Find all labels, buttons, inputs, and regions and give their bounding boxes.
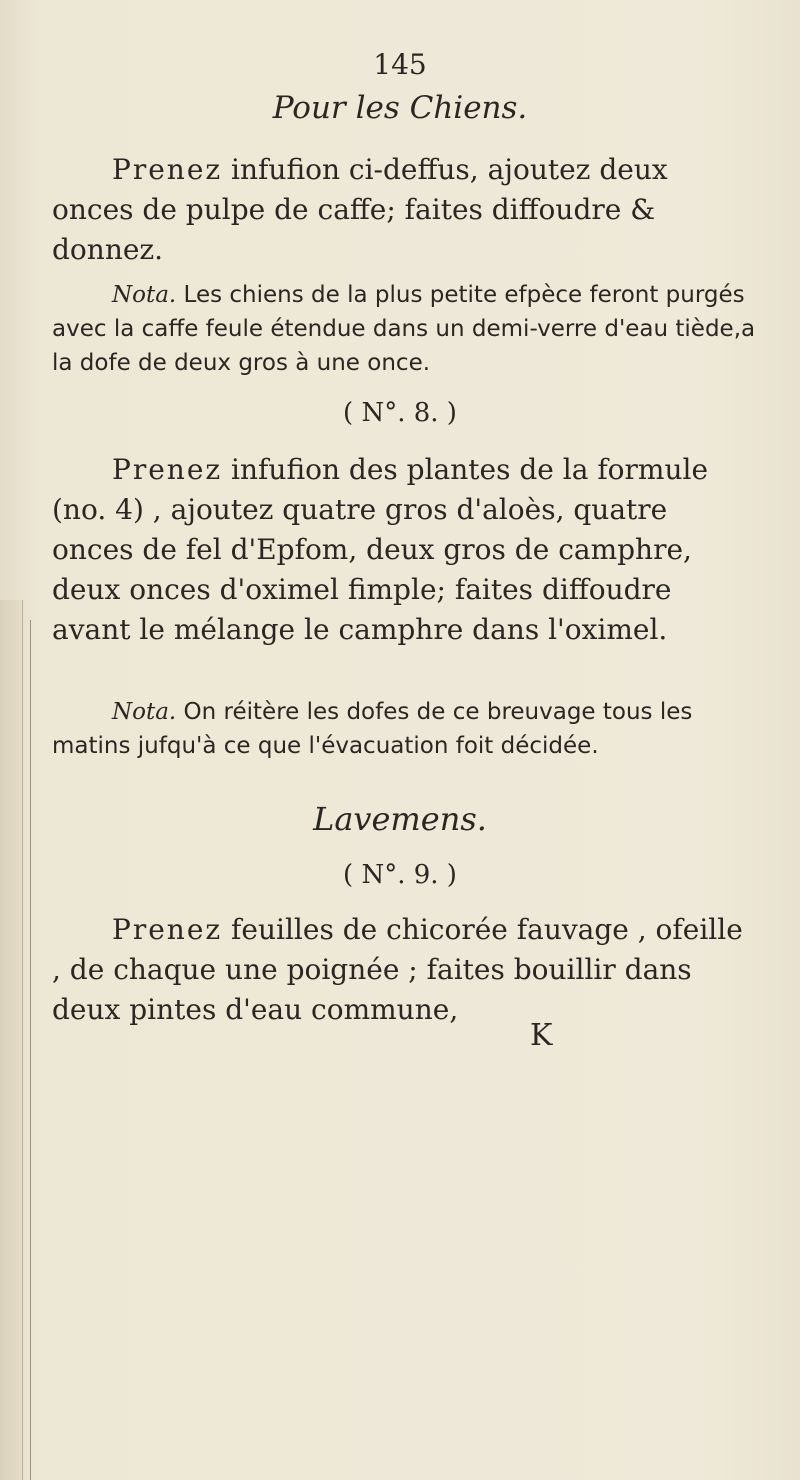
- signature-mark: K: [530, 1018, 553, 1053]
- running-title: Pour les Chiens.: [272, 90, 528, 126]
- paragraph-text: infufion ci-deffus, ajoutez deux onces de pulpe de caffe; faites diffoudre & donnez.: [52, 153, 668, 266]
- nota-text: Les chiens de la plus petite efpèce feront purgés avec la caffe feule étendue dans un demi-verre d'eau tiède,a la dofe de deux gros à une once.: [52, 282, 756, 376]
- page-number: 145: [373, 48, 427, 81]
- recipe-number-8: ( N°. 8. ): [343, 398, 457, 428]
- paragraph-lead-word: Prenez: [112, 913, 223, 946]
- page-gutter: [0, 600, 23, 1480]
- nota-label: Nota.: [112, 699, 177, 725]
- paragraph-text: feuilles de chicorée fauvage , ofeille , de chaque une poignée ; faites bouillir dans deux pintes d'eau commune,: [52, 913, 743, 1026]
- recipe-number-9: ( N°. 9. ): [343, 860, 457, 890]
- section-title-lavemens: Lavemens.: [313, 800, 487, 838]
- paragraph-text: infufion des plantes de la formule (no. 4) , ajoutez quatre gros d'aloès, quatre onces de fel d'Epfom, deux gros de camphre, deux onces d'oximel fimple; faites diffoudre avant le mélange le camphre dans l'oximel.: [52, 453, 709, 646]
- binding-edge-line: [30, 620, 31, 1480]
- paragraph-1: [52, 150, 757, 270]
- paragraph-3: [52, 910, 757, 1030]
- nota-1: [52, 278, 757, 380]
- nota-label: Nota.: [112, 282, 177, 308]
- paragraph-lead-word: Prenez: [112, 453, 223, 486]
- nota-2: [52, 695, 757, 763]
- nota-text: On réitère les dofes de ce breuvage tous les matins jufqu'à ce que l'évacuation foit décidée.: [52, 699, 693, 759]
- paragraph-2: [52, 450, 757, 650]
- paragraph-lead-word: Prenez: [112, 153, 223, 186]
